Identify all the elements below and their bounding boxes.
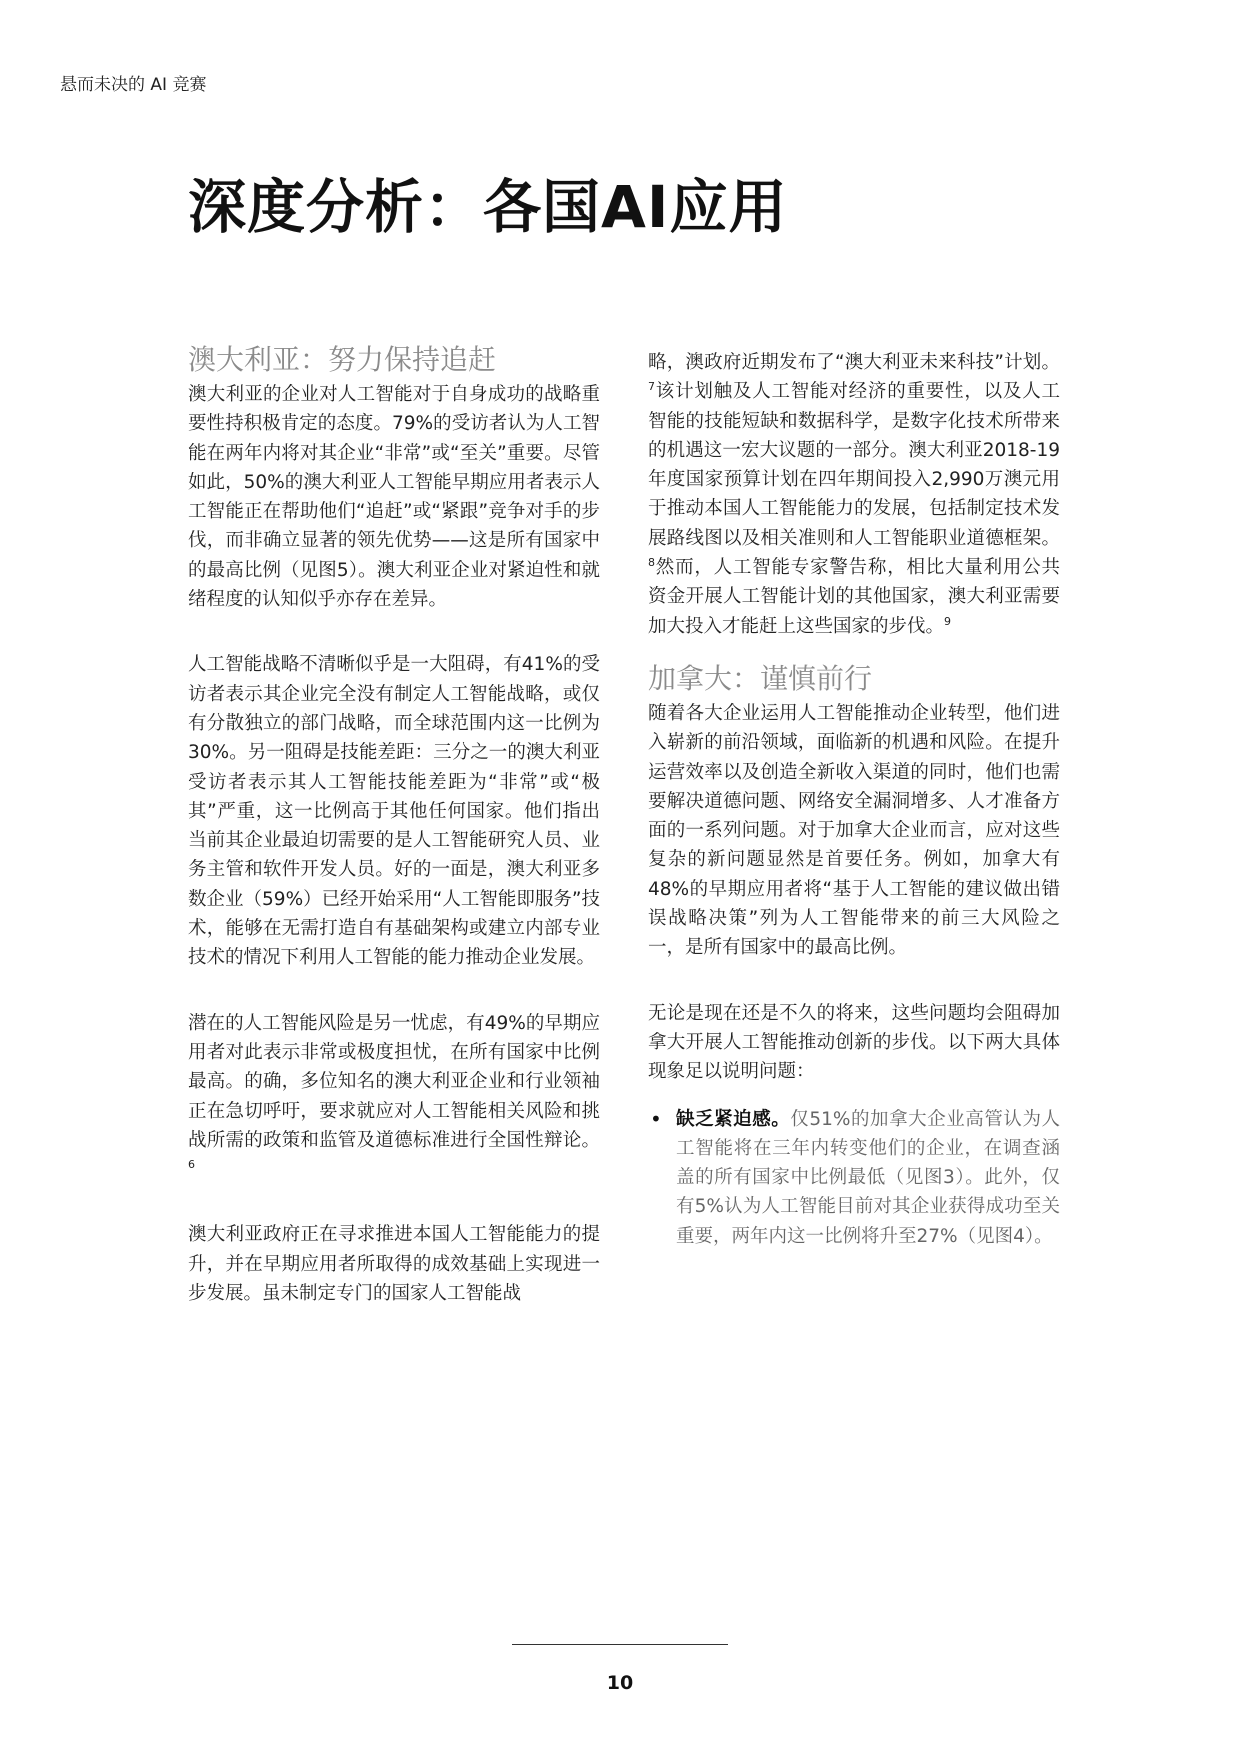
- bullet-item: [648, 1105, 1060, 1251]
- footnote-ref: 6: [188, 1157, 195, 1171]
- page-number: 10: [606, 1672, 634, 1694]
- paragraph: [648, 348, 1060, 641]
- paragraph: 澳大利亚的企业对人工智能对于自身成功的战略重要性持积极肯定的态度。79%的受访者认为人工智能在两年内将对其企业“非常”或“至关”重要。尽管如此，50%的澳大利亚人工智能早期应用者表示人工智能正在帮助他们“追赶”或“紧跟”竞争对手的步伐，而非确立显著的领先优势——这是所有国家中的最高比例（见图5）。澳大利亚企业对紧迫性和就绪程度的认知似乎亦存在差异。: [188, 384, 600, 611]
- paragraph: 人工智能战略不清晰似乎是一大阻碍，有41%的受访者表示其企业完全没有制定人工智能战略，或仅有分散独立的部门战略，而全球范围内这一比例为30%。另一阻碍是技能差距：三分之一的澳大利亚受访者表示其人工智能技能差距为“非常”或“极其”严重，这一比例高于其他任何国家。他们指出当前其企业最迫切需要的是人工智能研究人员、业务主管和软件开发人员。好的一面是，澳大利亚多数企业（59%）已经开始采用“人工智能即服务”技术，能够在无需打造自有基础架构或建立内部专业技术的情况下利用人工智能的能力推动企业发展。: [188, 654, 600, 969]
- left-column: [188, 343, 600, 1344]
- bullet-list: [648, 1105, 1060, 1251]
- paragraph-text: 该计划触及人工智能对经济的重要性，以及人工智能的技能短缺和数据科学，是数字化技术所带来的机遇这一宏大议题的一部分。澳大利亚2018-19年度国家预算计划在四年期间投入2,990万澳元用于推动本国人工智能能力的发展，包括制定技术发展路线图以及相关准则和人工智能职业道德框架。: [648, 381, 1060, 549]
- bullet-heading: 缺乏紧迫感。: [676, 1108, 791, 1130]
- paragraph: 无论是现在还是不久的将来，这些问题均会阻碍加拿大开展人工智能推动创新的步伐。以下两大具体现象足以说明问题：: [648, 1002, 1060, 1083]
- running-header: 悬而未决的 AI 竞赛: [60, 75, 207, 95]
- footnote-ref: 8: [648, 555, 655, 569]
- footnote-ref: 7: [648, 380, 655, 394]
- paragraph-text: 潜在的人工智能风险是另一忧虑，有49%的早期应用者对此表示非常或极度担忧，在所有国家中比例最高。的确，多位知名的澳大利亚企业和行业领袖正在急切呼吁，要求就应对人工智能相关风险和挑战所需的政策和监管及道德标准进行全国性辩论。: [188, 1012, 600, 1151]
- section-title-canada: 加拿大：谨慎前行: [648, 661, 873, 695]
- bullet-marker: •: [650, 1106, 662, 1131]
- footnote-ref: 9: [944, 614, 952, 628]
- right-column: [648, 348, 1060, 1251]
- section-title-australia: 澳大利亚：努力保持追赶: [188, 343, 497, 376]
- paragraph: [188, 1009, 600, 1185]
- page-title: 深度分析：各国AI应用: [188, 173, 788, 241]
- footer-divider: [512, 1644, 728, 1645]
- paragraph-text: 然而，人工智能专家警告称，相比大量利用公共资金开展人工智能计划的其他国家，澳大利亚需要加大投入才能赶上这些国家的步伐。: [648, 557, 1060, 637]
- paragraph: 澳大利亚政府正在寻求推进本国人工智能能力的提升，并在早期应用者所取得的成效基础上实现进一步发展。虽未制定专门的国家人工智能战: [188, 1224, 600, 1305]
- paragraph-text: 略，澳政府近期发布了“澳大利亚未来科技”计划。: [648, 352, 1060, 373]
- bullet-text: 仅51%的加拿大企业高管认为人工智能将在三年内转变他们的企业，在调查涵盖的所有国家中比例最低（见图3）。此外，仅有5%认为人工智能目前对其企业获得成功至关重要，两年内这一比例将升至27%（见图4）。: [676, 1108, 1060, 1247]
- paragraph: 随着各大企业运用人工智能推动企业转型，他们进入崭新的前沿领域，面临新的机遇和风险。在提升运营效率以及创造全新收入渠道的同时，他们也需要解决道德问题、网络安全漏洞增多、人才准备方面的一系列问题。对于加拿大企业而言，应对这些复杂的新问题显然是首要任务。例如，加拿大有48%的早期应用者将“基于人工智能的建议做出错误战略决策”列为人工智能带来的前三大风险之一，是所有国家中的最高比例。: [648, 702, 1060, 959]
